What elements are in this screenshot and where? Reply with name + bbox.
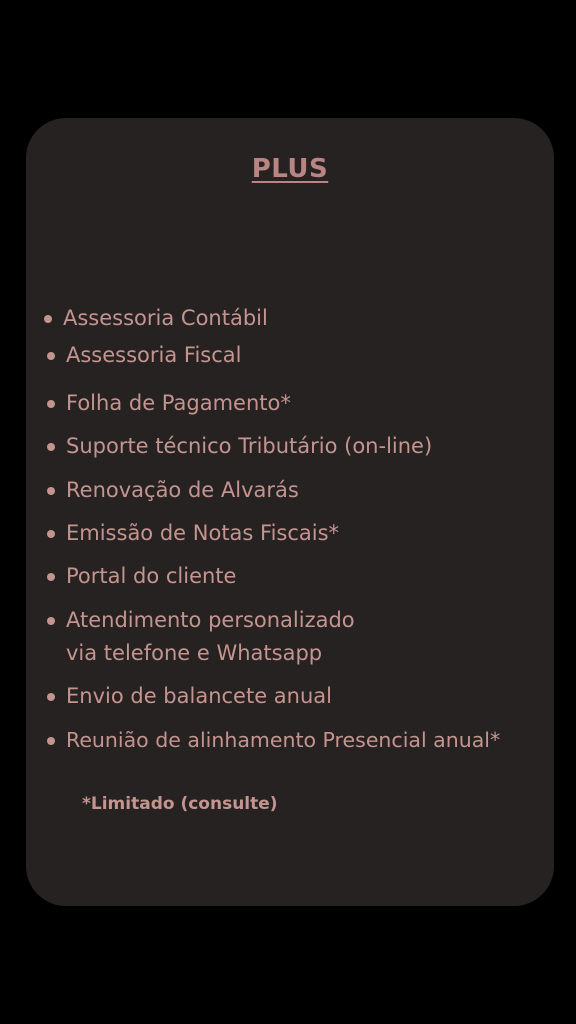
bullet-icon [47, 352, 55, 360]
list-item [66, 680, 332, 713]
bullet-icon [47, 400, 55, 408]
bullet-icon [47, 573, 55, 581]
feature-label: Renovação de Alvarás [66, 478, 299, 502]
feature-label: Suporte técnico Tributário (on-line) [66, 434, 433, 458]
bullet-icon [44, 315, 52, 323]
list-item [66, 339, 242, 372]
list-item [66, 604, 355, 670]
feature-label: Emissão de Notas Fiscais* [66, 521, 340, 545]
list-item [66, 517, 339, 550]
feature-list [26, 118, 554, 906]
feature-label-line2: via telefone e Whatsapp [66, 641, 323, 665]
bullet-icon [47, 737, 55, 745]
plan-card [26, 118, 554, 906]
feature-label: Envio de balancete anual [66, 684, 332, 708]
bullet-icon [47, 530, 55, 538]
plan-title: PLUS [251, 154, 329, 184]
feature-label: Reunião de alinhamento Presencial anual* [66, 728, 501, 752]
feature-label: Atendimento personalizado [66, 608, 355, 632]
list-item [66, 474, 299, 507]
list-item [66, 724, 500, 757]
bullet-icon [47, 693, 55, 701]
bullet-icon [47, 617, 55, 625]
list-item [66, 430, 432, 463]
list-item [63, 302, 268, 335]
feature-label: Assessoria Fiscal [66, 343, 242, 367]
feature-label: Portal do cliente [66, 564, 237, 588]
feature-label: Folha de Pagamento* [66, 391, 291, 415]
bullet-icon [47, 487, 55, 495]
limit-note: *Limitado (consulte) [82, 794, 278, 814]
bullet-icon [47, 443, 55, 451]
feature-label: Assessoria Contábil [63, 306, 268, 330]
list-item [66, 560, 236, 593]
list-item [66, 387, 291, 420]
